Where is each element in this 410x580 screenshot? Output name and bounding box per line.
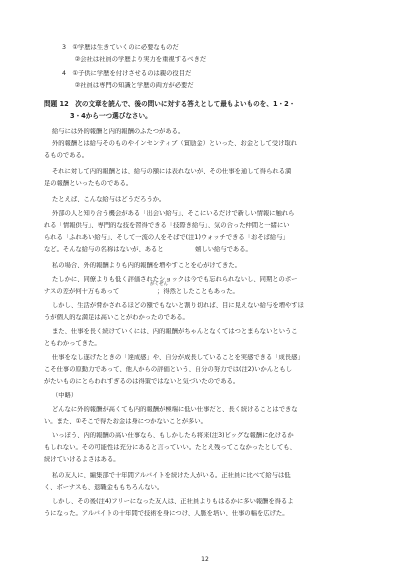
body-line: たとえば、こんな給与はどうだろうか。 bbox=[52, 196, 166, 203]
body-line: ナスの差が何十万もあって ；得然としたこともあった。 bbox=[44, 288, 239, 295]
body-line: 給与には外的報酬と内的報酬のふたつがある。 bbox=[52, 128, 185, 135]
option-line: 4 ①子供に学歴を付けさせるのは親の役目だ bbox=[62, 70, 192, 77]
question-heading: 問題 12 次の文章を読んで、後の問いに対する答えとして最もよいものを、1・2・ bbox=[44, 100, 296, 108]
body-line: 続けていけるよさはある。 bbox=[44, 456, 120, 463]
option-line: ②会社は社員の学歴より実力を重視するべきだ bbox=[74, 56, 207, 63]
body-line: がたいものにとらわれすぎるのは得策ではないと気づいたのである。 bbox=[44, 378, 240, 385]
option-line: ②社員は専門の知識と学歴の両方が必要だ bbox=[74, 82, 194, 89]
body-line: れる「情報供与」、専門的な技を習得できる「技際き給与」、気の合った仲間と一緒にい bbox=[44, 222, 290, 229]
body-line: いっぽう、内的報酬の高い仕事なら、もしかしたら将来(注3)ビッグな報酬に化けるか bbox=[52, 432, 294, 439]
body-line: また、仕事を長く続けていくには、内的報酬がちゃんとなくてはつとまらないというこ bbox=[52, 328, 298, 335]
body-line: しかし、生活が脅かされるほどの額でもないと割り切れば、目に見えない給与を増やすほ bbox=[52, 302, 304, 309]
body-line: 私の友人に、編集部で十年間アルバイトを続けた人がいる。正社員に比べて給与は低 bbox=[52, 472, 291, 479]
body-line: 外部の人と知り合う機会がある「出会い給与」、そこにいるだけで新しい情報に触れら bbox=[52, 210, 295, 217]
body-line: こそ仕事の原動力であって、他人からの評価という、自分の努力では(注2)いかんともし bbox=[44, 366, 293, 373]
body-line-underlined: い。また、①そこで得たお金は身につかないことが多い。 bbox=[44, 418, 207, 425]
body-line: るものである。 bbox=[44, 152, 89, 159]
body-line: ともわかってきた。 bbox=[44, 340, 101, 347]
body-line: しかし、その後(注4)フリーになった友人は、正社員よりもはるかに多い報酬を得るよ bbox=[52, 498, 294, 505]
body-line: 仕事をなし遂げたときの「達成感」や、自分が成長していることを実感できる「成長感」 bbox=[52, 354, 304, 361]
body-line: られる「ふれあい給与」、そして一流の人をそばで(注1)ウォッチできる「おそば給与」 bbox=[44, 234, 289, 241]
body-line: たしかに、同僚よりも低く評価されたショックは今でも忘れられないし、同期とのボー bbox=[52, 276, 298, 283]
body-line: 外的報酬とは給与そのものやインセンティブ（賞励金）といった、お金として受け取れ bbox=[52, 140, 298, 147]
body-line: それに対して内的報酬とは、給与の額には表れないが、その仕事を通して得られる満 bbox=[52, 168, 292, 175]
ruby-annotation: がくぜん bbox=[150, 282, 168, 287]
body-line: く、ボーナスも、退職金ももちろんない。 bbox=[44, 484, 164, 491]
page-number: 12 bbox=[201, 556, 209, 563]
body-line: 足の報酬といったものである。 bbox=[44, 180, 133, 187]
body-line: （中略） bbox=[52, 392, 78, 399]
body-line: うになった。アルバイトの十年間で技術を身につけ、人脈を培い、仕事の幅を広げた。 bbox=[44, 510, 289, 517]
body-line: うが個人的な満足は高いことがわかったのである。 bbox=[44, 314, 189, 321]
option-line: 3 ①学歴は生きていくのに必要なものだ bbox=[62, 44, 179, 51]
body-line: どんなに外的報酬が高くても内的報酬が極端に低い仕事だと、長く続けることはできな bbox=[52, 406, 298, 413]
question-heading-cont: 3・4から一つ選びなさい。 bbox=[70, 112, 152, 120]
body-line: もしれない。その可能性は充分にあると言っていい。たとえ残ってこなかったとしても、 bbox=[44, 444, 296, 451]
body-line: など。そんな給与の名称はないが、あると 嬉しい給与である。 bbox=[44, 246, 252, 253]
body-line: 私の場合、外的報酬よりも内的報酬を増やすことを心がけてきた。 bbox=[52, 262, 241, 269]
